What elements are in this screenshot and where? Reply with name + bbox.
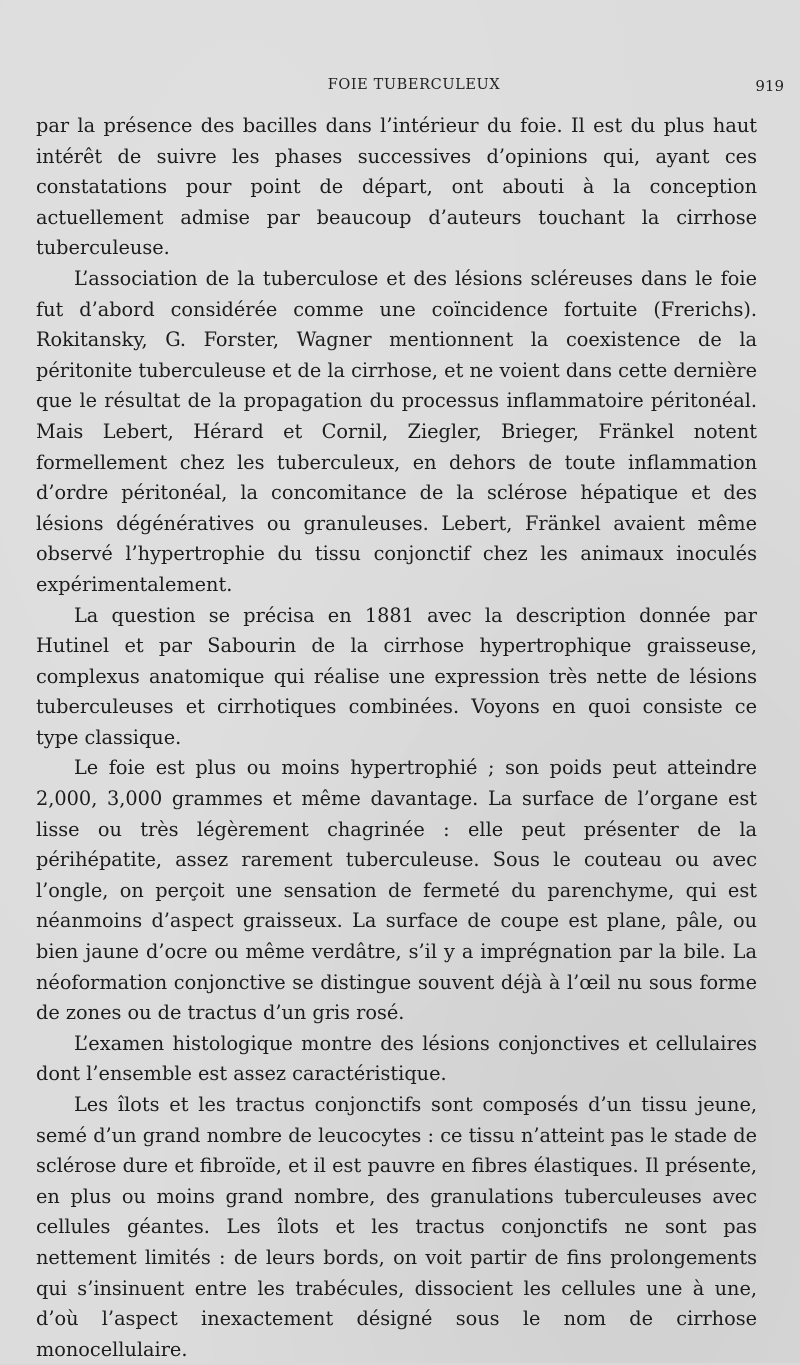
paragraph-continuation: par la présence des bacilles dans l’intérieur du foie. Il est du plus haut intérêt de suivre les phases successives d’opinions qui, ayant ces constatations pour point de départ, ont abouti à la conception actuellement admise par beaucoup d’auteurs touchant la cirrhose tuberculeuse. <box>36 114 757 260</box>
paragraph-histology-intro: L’examen histologique montre des lésions conjonctives et cellulaires dont l’ensemble est assez caractéristique. <box>36 1031 757 1086</box>
paragraph-histology-detail: Les îlots et les tractus conjonctifs sont composés d’un tissu jeune, semé d’un grand nombre de leucocytes : ce tissu n’atteint pas le stade de sclérose dure et fibroïde, et il est pauvre en fibres élastiques. Il présente, en plus ou moins grand nombre, des granulations tuberculeuses avec cellules géantes. Les îlots et les tractus conjonctifs ne sont pas nettement limités : de leurs bords, on voit partir de fins prolongements qui s’insinuent entre les trabécules, dissocient les cellules une à une, d’où l’aspect inexactement désigné sous le nom de cirrhose monocellulaire. <box>36 1093 757 1361</box>
paragraph-association-history: L’association de la tuberculose et des lésions scléreuses dans le foie fut d’abord considérée comme une coïncidence fortuite (Frerichs). Rokitansky, G. Forster, Wagner mentionnent la coexistence de la péritonite tuberculeuse et de la cirrhose, et ne voient dans cette dernière que le résultat de la propagation du processus inflammatoire péritonéal. Mais Lebert, Hérard et Cornil, Ziegler, Brieger, Fränkel notent formellement chez les tuberculeux, en dehors de toute inflammation d’ordre péritonéal, la concomitance de la sclérose hépatique et des lésions dégénératives ou granuleuses. Lebert, Fränkel avaient même observé l’hypertrophie du tissu conjonctif chez les animaux inoculés expérimentalement. <box>36 266 757 596</box>
paragraph-1881-description: La question se précisa en 1881 avec la description donnée par Hutinel et par Sabourin de la cirrhose hypertrophique graisseuse, complexus anatomique qui réalise une expression très nette de lésions tuberculeuses et cirrhotiques combinées. Voyons en quoi consiste ce type classique. <box>36 603 757 749</box>
page-number: 919 <box>755 77 784 95</box>
running-head <box>36 77 792 99</box>
body-text <box>36 111 757 1365</box>
running-title: FOIE TUBERCULEUX <box>327 77 501 93</box>
paragraph-gross-anatomy: Le foie est plus ou moins hypertrophié ; son poids peut atteindre 2,000, 3,000 grammes et même davantage. La surface de l’organe est lisse ou très légèrement chagrinée : elle peut présenter de la périhépatite, assez rarement tuberculeuse. Sous le couteau ou avec l’ongle, on perçoit une sensation de fermeté du parenchyme, qui est néanmoins d’aspect graisseux. La surface de coupe est plane, pâle, ou bien jaune d’ocre ou même verdâtre, s’il y a imprégnation par la bile. La néoformation conjonctive se distingue souvent déjà à l’œil nu sous forme de zones ou de tractus d’un gris rosé. <box>36 756 757 1025</box>
